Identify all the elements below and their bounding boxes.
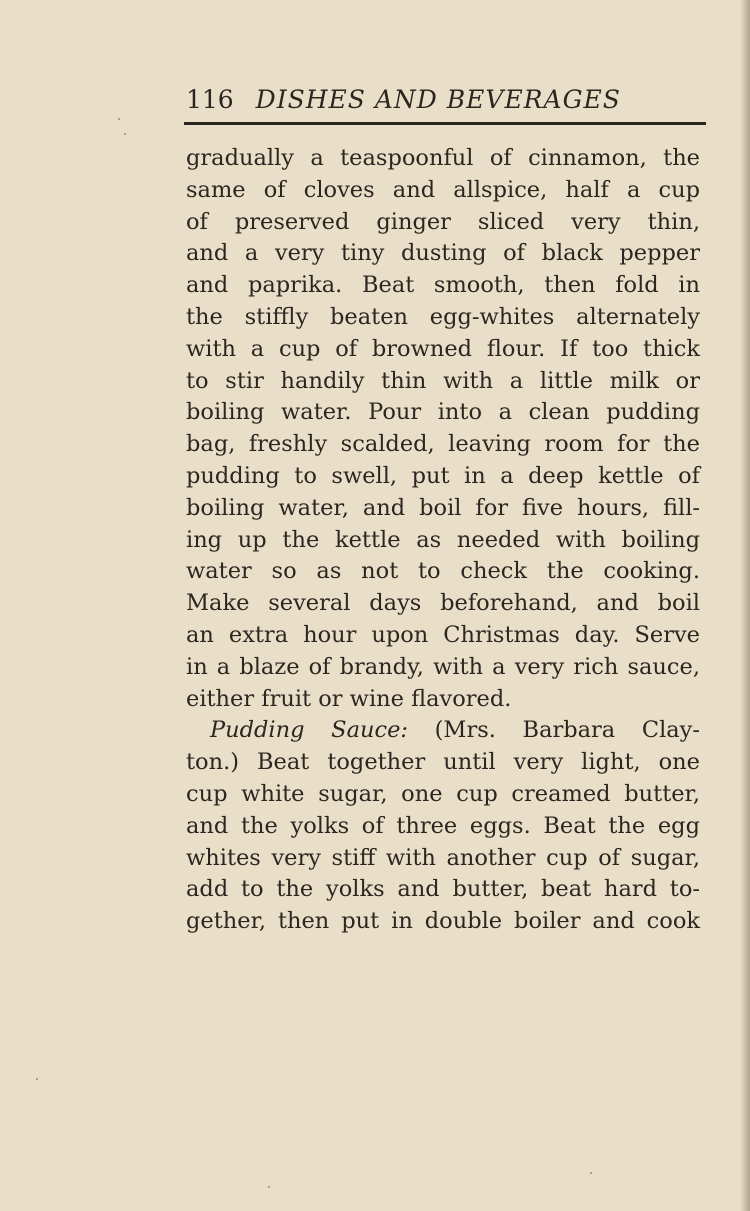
text-line: cup white sugar, one cup creamed butter, — [186, 780, 700, 807]
text-line: same of cloves and allspice, half a cup — [186, 176, 700, 203]
text-line: pudding to swell, put in a deep kettle of — [186, 462, 700, 489]
text-line: Make several days beforehand, and boil — [186, 590, 700, 617]
paper-speck — [118, 118, 120, 120]
text-line: the stiffly beaten egg-whites alternately — [186, 303, 700, 330]
paper-speck — [36, 1078, 38, 1080]
sauce-attribution: (Mrs. Barbara Clay- — [434, 717, 700, 744]
text-line: an extra hour upon Christmas day. Serve — [186, 621, 700, 648]
text-line: whites very stiff with another cup of sugar, — [186, 844, 700, 871]
sauce-heading-line — [186, 715, 700, 747]
text-line: and a very tiny dusting of black pepper — [186, 240, 700, 267]
page-edge-shadow — [740, 0, 750, 1211]
page-number: 116 — [186, 85, 234, 114]
text-line: of preserved ginger sliced very thin, — [186, 208, 700, 235]
paper-speck — [590, 1172, 592, 1174]
text-line: bag, freshly scalded, leaving room for the — [186, 431, 700, 458]
text-line: boiling water, and boil for five hours, fill- — [186, 494, 700, 521]
text-line: to stir handily thin with a little milk or — [186, 367, 700, 394]
text-line: and paprika. Beat smooth, then fold in — [186, 272, 700, 299]
page-header — [186, 82, 706, 118]
text-line: either fruit or wine flavored. — [186, 685, 512, 712]
text-line: ing up the kettle as needed with boiling — [186, 526, 700, 553]
running-head: DISHES AND BEVERAGES — [255, 85, 621, 114]
text-line: gether, then put in double boiler and cook — [186, 908, 700, 935]
text-line: with a cup of browned flour. If too thick — [186, 335, 700, 362]
paper-speck — [124, 133, 126, 135]
paper-speck — [268, 1186, 270, 1188]
sauce-heading: Pudding Sauce: — [210, 717, 408, 744]
text-line: gradually a teaspoonful of cinnamon, the — [186, 145, 700, 171]
text-line: ton.) Beat together until very light, one — [186, 749, 700, 776]
body-text — [186, 143, 700, 938]
header-rule — [184, 122, 706, 125]
text-line: in a blaze of brandy, with a very rich sauce, — [186, 653, 700, 680]
text-line: water so as not to check the cooking. — [186, 558, 700, 585]
text-line: boiling water. Pour into a clean pudding — [186, 399, 700, 426]
text-line: and the yolks of three eggs. Beat the egg — [186, 812, 700, 839]
text-line: add to the yolks and butter, beat hard to- — [186, 876, 700, 903]
